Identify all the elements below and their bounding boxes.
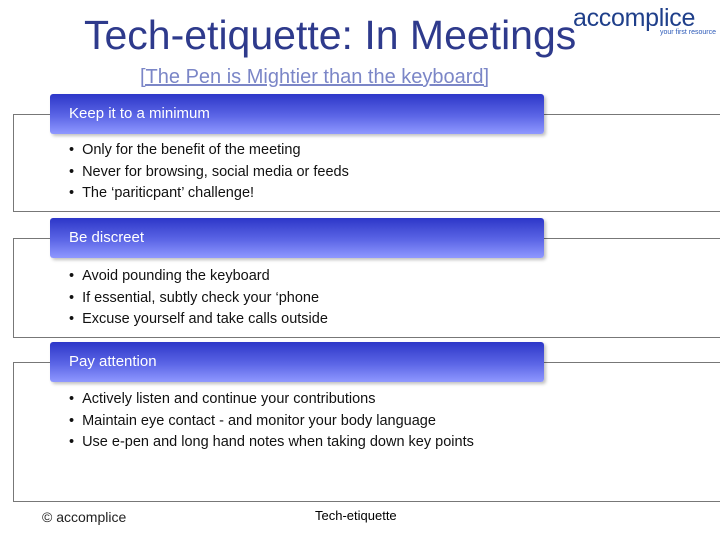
- section-header-discreet: [50, 218, 544, 258]
- bullet-item: • Avoid pounding the keyboard: [69, 266, 328, 288]
- logo-wordmark: accomplice: [573, 4, 696, 32]
- logo-tagline: your first resource: [659, 29, 716, 36]
- footer-copyright: © accomplice: [42, 509, 127, 525]
- section-bullets-discreet: [69, 266, 328, 331]
- bullet-item: • Maintain eye contact - and monitor your body language: [69, 411, 474, 433]
- bullet-item: • If essential, subtly check your ‘phone: [69, 288, 328, 310]
- bullet-item: • Only for the benefit of the meeting: [69, 140, 349, 162]
- section-heading: Keep it to a minimum: [69, 105, 210, 122]
- bullet-item: • Use e-pen and long hand notes when taking down key points: [69, 432, 474, 454]
- section-bullets-minimum: [69, 140, 349, 205]
- slide-title: Tech-etiquette: In Meetings: [84, 12, 577, 58]
- section-header-attention: [50, 342, 544, 382]
- bullet-item: • Never for browsing, social media or feeds: [69, 162, 349, 184]
- bullet-item: • Actively listen and continue your contributions: [69, 389, 474, 411]
- section-heading: Be discreet: [69, 229, 145, 246]
- footer-label: Tech-etiquette: [315, 508, 397, 523]
- section-header-minimum: [50, 94, 544, 134]
- slide-subtitle: [The Pen is Mightier than the keyboard]: [140, 66, 490, 88]
- bullet-item: • The ‘pariticpant’ challenge!: [69, 183, 349, 205]
- section-heading: Pay attention: [69, 353, 157, 370]
- section-bullets-attention: [69, 389, 474, 454]
- bullet-item: • Excuse yourself and take calls outside: [69, 309, 328, 331]
- accomplice-logo: [573, 4, 718, 40]
